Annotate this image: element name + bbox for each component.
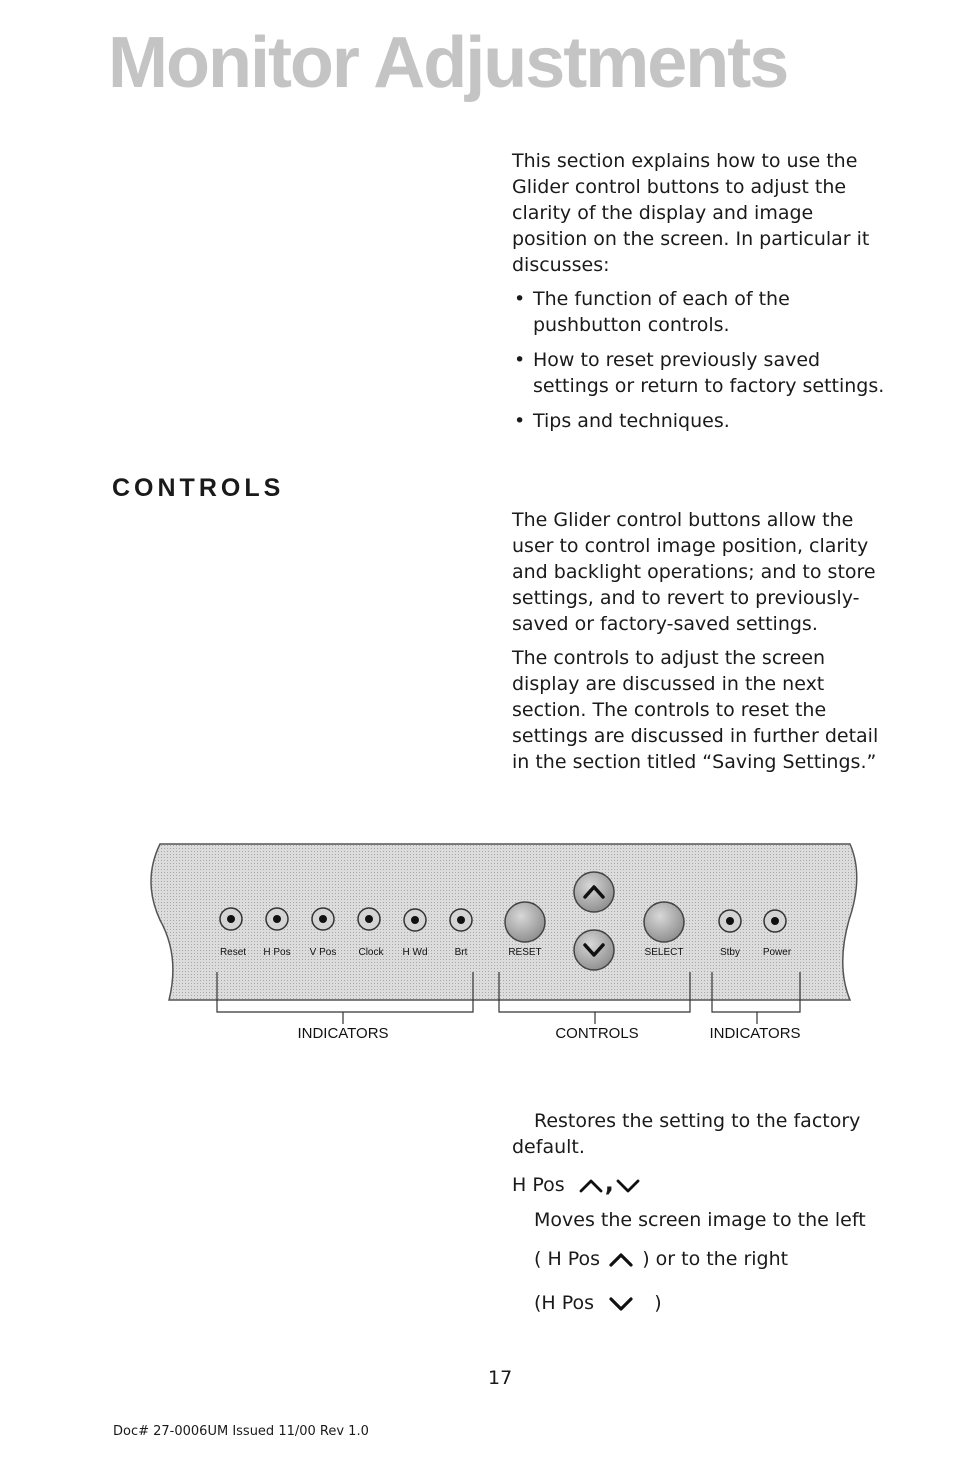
indicator-led — [220, 908, 242, 930]
controls-paragraph-2: The controls to adjust the screen display are discussed in the next section. The controls to reset the settings are discussed in further detail in the section titled “Saving Settings.” — [512, 647, 879, 773]
hpos-heading: H Pos , — [512, 1170, 642, 1198]
chevron-down-icon — [614, 1176, 642, 1196]
bullet-symbol: • — [514, 288, 526, 310]
control-label: SELECT — [644, 947, 684, 958]
group-label: INDICATORS — [297, 1025, 389, 1042]
list-item: • Tips and techniques. — [514, 410, 730, 432]
chevron-up-icon — [606, 1250, 636, 1270]
comma: , — [604, 1169, 614, 1197]
indicator-led — [266, 908, 288, 930]
indicator-led — [450, 909, 472, 931]
controls-paragraph-1: The Glider control buttons allow the user to control image position, clarity and backlight operations; and to store settings, and to revert to previously-saved or factory-saved settings. — [512, 509, 876, 635]
chevron-up-icon — [577, 1176, 605, 1196]
hpos-description: Moves the screen image to the left — [534, 1209, 866, 1231]
up-arrow-button[interactable] — [574, 872, 614, 912]
panel-body — [151, 844, 857, 1000]
indicator-label: Clock — [358, 947, 384, 958]
bullet-symbol: • — [514, 410, 526, 432]
intro-paragraph: This section explains how to use the Glider control buttons to adjust the clarity of the display and image position on the screen. In particular it discusses: — [512, 150, 870, 276]
indicator-label: Brt — [454, 947, 468, 958]
indicator-label: Reset — [219, 947, 247, 958]
intro-section — [512, 148, 892, 443]
chevron-down-icon — [606, 1294, 636, 1314]
hpos-line-3: (H Pos ) — [534, 1292, 662, 1314]
indicator-label: H Pos — [263, 947, 291, 958]
hpos-line-2: ( H Pos ) or to the right — [534, 1248, 789, 1270]
indicator-led — [719, 910, 741, 932]
indicator-label: Power — [762, 947, 792, 958]
indicator-led — [358, 908, 380, 930]
group-label: CONTROLS — [555, 1025, 639, 1042]
document-footer: Doc# 27-0006UM Issued 11/00 Rev 1.0 — [113, 1424, 369, 1439]
group-label: INDICATORS — [709, 1025, 801, 1042]
intro-bullet-list — [512, 286, 892, 434]
down-arrow-button[interactable] — [574, 930, 614, 970]
page-title: Monitor Adjustments — [108, 23, 788, 103]
list-item: • How to reset previously saved settings or return to factory settings. — [514, 349, 885, 397]
indicator-led — [404, 909, 426, 931]
controls-heading: CONTROLS — [112, 474, 285, 502]
indicator-label: V Pos — [309, 947, 337, 958]
reset-button[interactable] — [505, 902, 545, 942]
controls-section — [512, 507, 892, 783]
reset-description: Restores the setting to the factory default. — [512, 1110, 861, 1158]
list-item: • The function of each of the pushbutton controls. — [514, 288, 790, 336]
bullet-symbol: • — [514, 349, 526, 371]
select-button[interactable] — [644, 902, 684, 942]
indicator-led — [312, 908, 334, 930]
indicator-led — [764, 910, 786, 932]
indicator-label: H Wd — [402, 947, 428, 958]
control-panel-diagram — [140, 836, 870, 1052]
control-label: RESET — [508, 947, 542, 958]
page-number: 17 — [488, 1367, 513, 1389]
indicator-label: Stby — [719, 947, 741, 958]
